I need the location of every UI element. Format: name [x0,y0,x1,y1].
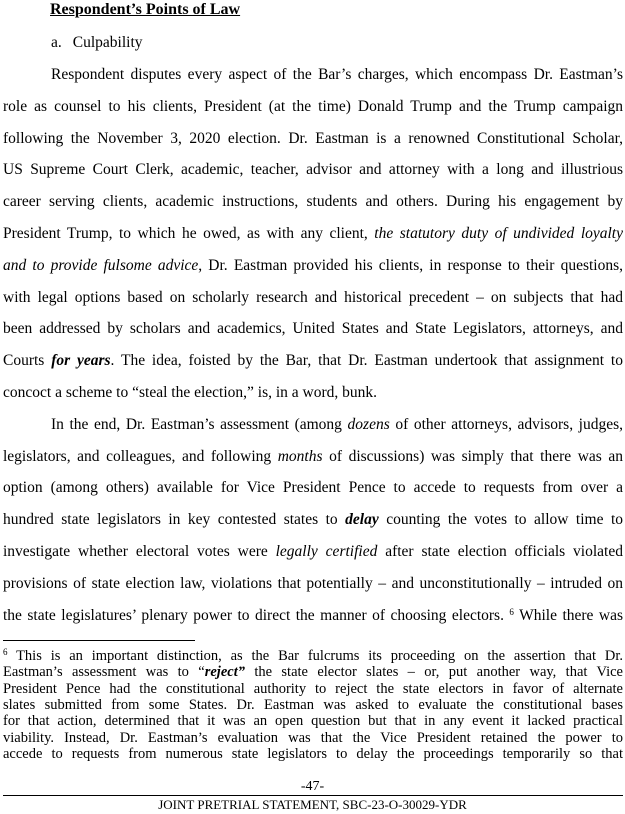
text-run: after state election officials violated [377,543,623,560]
body-line [3,574,623,594]
text-run: hundred state legislators in key contested states to [3,511,346,529]
footnote-ref: 6 [3,647,8,657]
footer-caption: JOINT PRETRIAL STATEMENT, SBC-23-O-30029-YDR [158,797,467,812]
text-run: following the November 3, 2020 election. Dr. Eastman is a renowned Constitutional Scholar, [3,129,623,147]
footer-divider [3,795,623,796]
footnote-line [3,697,623,713]
text-run: counting the votes to allow time to [378,511,624,529]
subheading-marker: a. [51,34,62,51]
text-run: investigate whether electoral votes were [3,543,276,560]
footnote-line [3,648,623,664]
text-run: role as counsel to his clients, President (at the time) Donald Trump and the Trump campaign [3,97,623,115]
emphasis-text: dozens [347,415,390,433]
body-line [3,192,623,212]
body-line [3,542,623,562]
text-run: President Pence had the constitutional authority to reject the state electors in favor of alternate [3,680,623,697]
footnote-line [3,664,623,680]
body-line [3,288,623,308]
page-number: -47- [300,779,325,794]
subheading-label: Culpability [72,34,143,51]
text-run: accede to requests from numerous state legislators to delay the proceedings temporarily so that [3,745,623,762]
text-run: with legal options based on scholarly research and historical precedent – on subjects that had [3,288,623,306]
emphasis-text: legally certified [275,543,378,560]
body-line [3,510,623,530]
strong-emphasis-text: reject” [204,664,245,681]
text-run: been addressed by scholars and academics, United States and State Legislators, attorneys, and [3,320,623,338]
body-line [3,478,623,498]
body-line [3,351,623,371]
text-run: of discussions) was simply that there was an [322,447,623,465]
emphasis-text: the statutory duty of undivided loyalty [374,225,623,242]
text-run: This is an important distinction, as the Bar fulcrums its proceeding on the assertion that Dr. [7,648,623,664]
text-run: In the end, Dr. Eastman’s assessment (among [51,415,348,433]
body-line [51,415,623,435]
body-line [3,383,623,403]
footnote-line [3,730,623,746]
text-run: , Dr. Eastman provided his clients, in response to their questions, [198,256,623,274]
text-run: for that action, determined that it was an open question but that in any event it lacked practical [3,713,623,730]
text-run: provisions of state election law, violations that potentially – and unconstitutionally – intruded on [3,574,623,592]
text-run: the state elector slates – or, put another way, that Vice [244,664,623,681]
text-run: viability. Instead, Dr. Eastman’s evaluation was that the Vice President retained the power to [3,729,623,746]
body-line [51,65,623,85]
footnote-line [3,746,623,762]
text-run: career serving clients, academic instructions, students and others. During his engagement by [3,193,623,211]
text-run: While there was [513,606,623,624]
body-line [3,447,623,467]
footnote-line [3,713,623,729]
text-run: slates submitted from some States. Dr. Eastman was asked to evaluate the constitutional bases [3,696,623,713]
body-line [3,319,623,339]
body-line [3,129,623,149]
body-line [3,224,623,244]
section-heading: Respondent’s Points of Law [50,1,241,18]
text-run: the state legislatures’ plenary power to direct the manner of choosing electors. [3,606,510,624]
body-line [3,97,623,117]
emphasis-text: and to provide fulsome advice [3,256,199,274]
subheading [51,34,143,52]
text-run: President Trump, to which he owed, as with any client, [3,225,375,242]
text-run: of other attorneys, advisors, judges, [389,415,623,433]
strong-emphasis-text: for years [51,352,111,370]
strong-emphasis-text: delay [345,511,379,529]
footnote-line [3,681,623,697]
footnote-divider [3,640,195,641]
text-run: . The idea, foisted by the Bar, that Dr. Eastman undertook that assignment to [110,352,623,370]
text-run: Courts [3,352,52,370]
text-run: option (among others) available for Vice President Pence to accede to requests from over a [3,479,623,497]
text-run: Respondent disputes every aspect of the Bar’s charges, which encompass Dr. Eastman’s [51,66,623,83]
body-line [3,256,623,276]
text-run: Eastman’s assessment was to “ [3,664,205,681]
body-line [3,160,623,180]
footnote-ref: 6 [509,606,514,617]
text-run: US Supreme Court Clerk, academic, teacher, advisor and attorney with a long and illustrious [3,161,623,179]
text-run: concoct a scheme to “steal the election,” is, in a word, bunk. [3,384,378,401]
body-line [3,606,623,626]
text-run: legislators, and colleagues, and following [3,447,278,465]
emphasis-text: months [277,447,323,465]
